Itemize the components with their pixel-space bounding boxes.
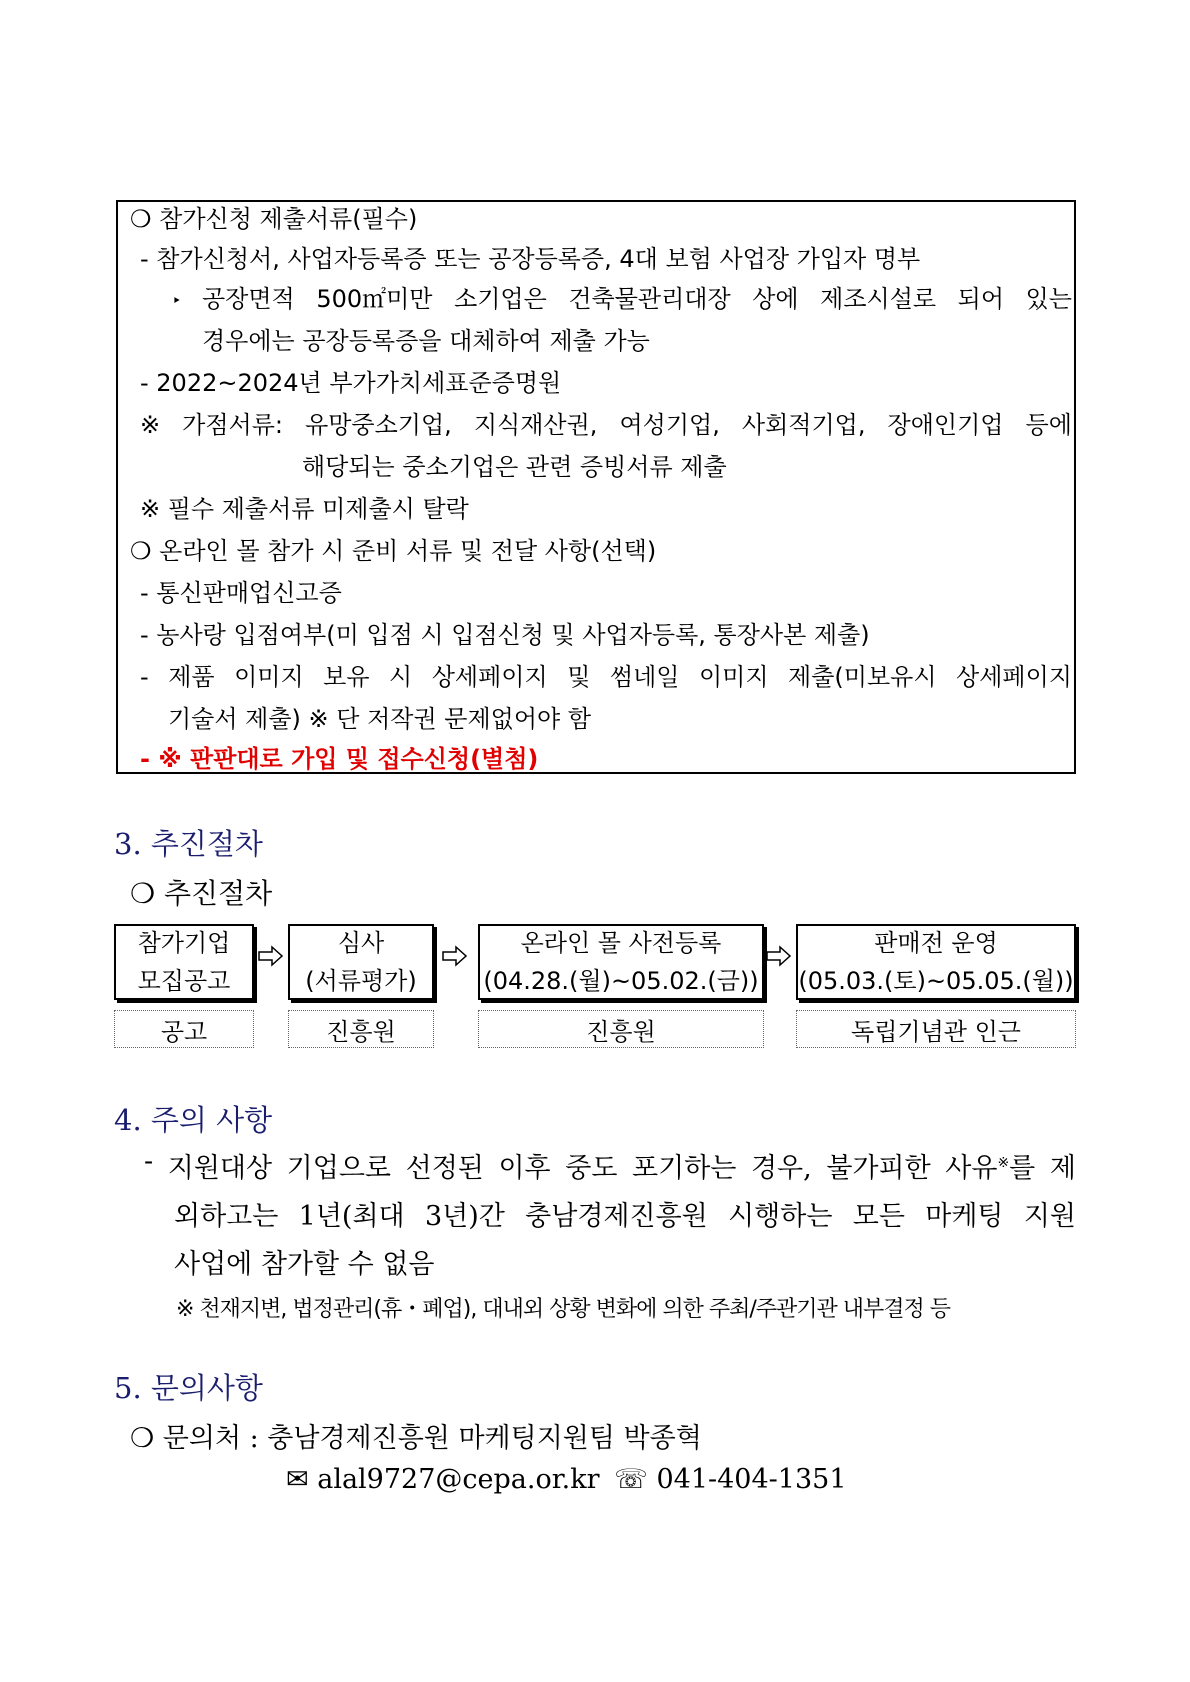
section3-subheading: ❍ 추진절차 xyxy=(130,877,273,910)
bonus-docs-line1: ※ 가점서류: 유망중소기업, 지식재산권, 여성기업, 사회적기업, 장애인기업 등에 xyxy=(140,411,1072,439)
notice-line1: - 지원대상 기업으로 선정된 이후 중도 포기하는 경우, 불가피한 사유※를 제 xyxy=(144,1146,1076,1184)
factory-note-line2: 경우에는 공장등록증을 대체하여 제출 가능 xyxy=(202,327,650,355)
phone-number: 041-404-1351 xyxy=(656,1464,847,1495)
flow-label-agency: 진흥원 xyxy=(288,1010,434,1048)
envelope-icon: ✉ xyxy=(286,1464,309,1495)
section3-title: 3. 추진절차 xyxy=(114,827,263,861)
required-docs-heading: ❍ 참가신청 제출서류(필수) xyxy=(130,205,418,233)
vat-certificate: - 2022~2024년 부가가치세표준증명원 xyxy=(140,369,562,397)
flow-label-announcement: 공고 xyxy=(114,1010,254,1048)
online-item-images-line1: - 제품 이미지 보유 시 상세페이지 및 썸네일 이미지 제출(미보유시 상세페이지 xyxy=(140,663,1072,691)
flow-step-recruit: 참가기업 모집공고 xyxy=(114,924,254,1000)
flow-arrow-icon xyxy=(258,945,284,967)
email-address: alal9727@cepa.or.kr xyxy=(317,1464,600,1495)
notice-line3: 사업에 참가할 수 없음 xyxy=(174,1249,435,1280)
bonus-docs-line2: 해당되는 중소기업은 관련 증빙서류 제출 xyxy=(302,453,727,481)
contact-details xyxy=(286,1464,847,1495)
phone-icon: ☏ xyxy=(614,1464,648,1495)
flow-label-venue: 독립기념관 인근 xyxy=(796,1010,1076,1048)
section5-title: 5. 문의사항 xyxy=(114,1371,263,1405)
flow-arrow-icon xyxy=(766,945,792,967)
required-docs-list: - 참가신청서, 사업자등록증 또는 공장등록증, 4대 보험 사업장 가입자 명부 xyxy=(140,245,921,273)
required-warning: ※ 필수 제출서류 미제출시 탈락 xyxy=(140,495,469,523)
online-item-nongsarang: - 농사랑 입점여부(미 입점 시 입점신청 및 사업자등록, 통장사본 제출) xyxy=(140,621,870,649)
section4-title: 4. 주의 사항 xyxy=(114,1103,273,1137)
online-item-images-line2: 기술서 제출) ※ 단 저작권 문제없어야 함 xyxy=(168,705,592,733)
flow-label-agency: 진흥원 xyxy=(478,1010,764,1048)
flow-step-preregistration: 온라인 몰 사전등록 (04.28.(월)~05.02.(금)) xyxy=(478,924,764,1000)
factory-note-line1: 공장면적 500㎡미만 소기업은 건축물관리대장 상에 제조시설로 되어 있는 xyxy=(202,285,1072,313)
bullet-arrow-icon: ‣ xyxy=(172,291,182,310)
online-mall-heading: ❍ 온라인 몰 참가 시 준비 서류 및 전달 사항(선택) xyxy=(130,537,657,565)
contact-person: ❍ 문의처 : 충남경제진흥원 마케팅지원팀 박종혁 xyxy=(130,1423,702,1454)
flow-step-review: 심사 (서류평가) xyxy=(288,924,434,1000)
footnote-mark: ※ xyxy=(997,1155,1010,1171)
online-item-panpandaero: - ※ 판판대로 가입 및 접수신청(별첨) xyxy=(140,745,539,773)
flow-arrow-icon xyxy=(442,945,468,967)
flow-step-sales-event: 판매전 운영 (05.03.(토)~05.05.(월)) xyxy=(796,924,1076,1000)
requirements-box xyxy=(116,200,1076,774)
notice-footnote: ※ 천재지변, 법정관리(휴・폐업), 대내외 상황 변화에 의한 주최/주관기관 내부결정 등 xyxy=(176,1297,951,1322)
notice-line2: 외하고는 1년(최대 3년)간 충남경제진흥원 시행하는 모든 마케팅 지원 xyxy=(174,1201,1076,1232)
online-item-telemarketing: - 통신판매업신고증 xyxy=(140,579,342,607)
